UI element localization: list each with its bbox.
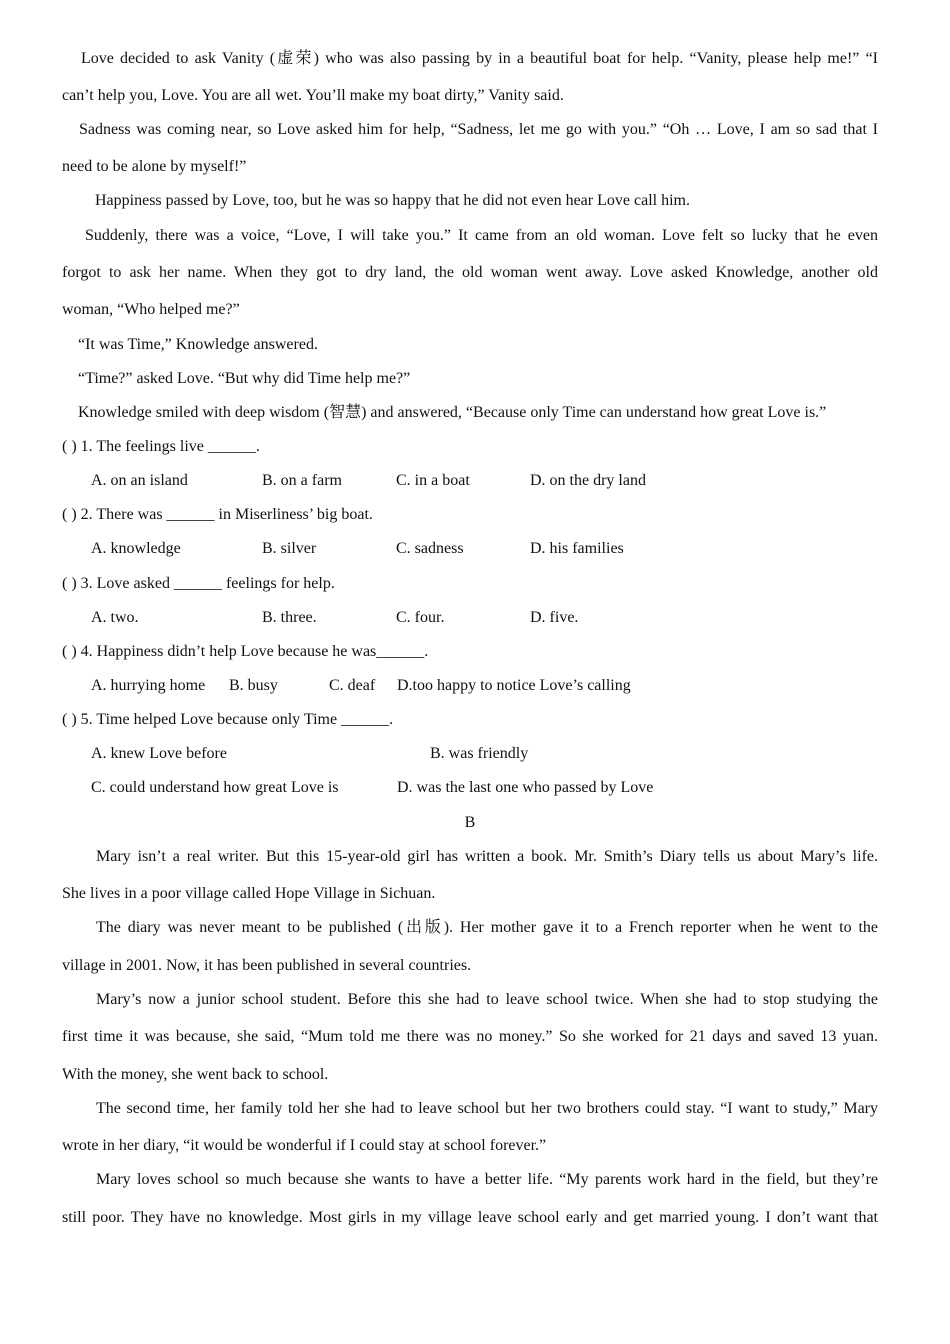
paragraph-line: Knowledge smiled with deep wisdom (智慧) and answered, “Because only Time can understand how great Love is.” (78, 404, 827, 421)
paragraph-line: village in 2001. Now, it has been published in several countries. (62, 957, 472, 974)
paragraph-line: forgot to ask her name. When they got to dry land, the old woman went away. Love asked Knowledge, another old (62, 264, 878, 281)
paragraph-line: The second time, her family told her she had to leave school but her two brothers could stay. “I want to study,” Mary (96, 1100, 878, 1117)
paragraph-line: wrote in her diary, “it would be wonderful if I could stay at school forever.” (62, 1137, 547, 1154)
paragraph-line: “Time?” asked Love. “But why did Time help me?” (78, 370, 411, 387)
option-d: D. on the dry land (530, 472, 646, 489)
option-c: C. deaf (329, 677, 376, 694)
paragraph-line: With the money, she went back to school. (62, 1066, 329, 1083)
option-b: B. three. (262, 609, 317, 626)
option-a: A. hurrying home (91, 677, 206, 694)
paragraph-line: still poor. They have no knowledge. Most girls in my village leave school early and get married young. I don’t want that (62, 1209, 878, 1226)
question-stem: ( ) 3. Love asked ______ feelings for help. (62, 575, 335, 592)
option-b: B. was friendly (430, 745, 529, 762)
paragraph-line: The diary was never meant to be published (出版). Her mother gave it to a French reporter when he went to the (96, 919, 878, 936)
option-a: A. on an island (91, 472, 188, 489)
paragraph-line: She lives in a poor village called Hope Village in Sichuan. (62, 885, 436, 902)
option-c: C. in a boat (396, 472, 470, 489)
option-d: D. his families (530, 540, 624, 557)
option-c: C. four. (396, 609, 445, 626)
option-d: D. was the last one who passed by Love (397, 779, 654, 796)
paragraph-line: can’t help you, Love. You are all wet. You’ll make my boat dirty,” Vanity said. (62, 87, 564, 104)
option-d: D.too happy to notice Love’s calling (397, 677, 631, 694)
option-a: A. knew Love before (91, 745, 227, 762)
option-c: C. could understand how great Love is (91, 779, 339, 796)
paragraph-line: Sadness was coming near, so Love asked him for help, “Sadness, let me go with you.” “Oh … Love, I am so sad that I (79, 121, 878, 138)
paragraph-line: woman, “Who helped me?” (62, 301, 240, 318)
question-stem: ( ) 2. There was ______ in Miserliness’ big boat. (62, 506, 373, 523)
option-a: A. two. (91, 609, 139, 626)
question-stem: ( ) 5. Time helped Love because only Time ______. (62, 711, 394, 728)
paragraph-line: Happiness passed by Love, too, but he was so happy that he did not even hear Love call him. (95, 192, 690, 209)
section-heading: B (464, 814, 476, 831)
option-c: C. sadness (396, 540, 464, 557)
option-b: B. busy (229, 677, 278, 694)
paragraph-line: first time it was because, she said, “Mum told me there was no money.” So she worked for 21 days and saved 13 yuan. (62, 1028, 878, 1045)
paragraph-line: Mary loves school so much because she wants to have a better life. “My parents work hard in the field, but they’re (96, 1171, 878, 1188)
question-stem: ( ) 4. Happiness didn’t help Love because he was______. (62, 643, 429, 660)
option-a: A. knowledge (91, 540, 181, 557)
option-d: D. five. (530, 609, 579, 626)
paragraph-line: Mary’s now a junior school student. Before this she had to leave school twice. When she had to stop studying the (96, 991, 878, 1008)
paragraph-line: Mary isn’t a real writer. But this 15-year-old girl has written a book. Mr. Smith’s Diary tells us about Mary’s life. (96, 848, 878, 865)
paragraph-line: Suddenly, there was a voice, “Love, I will take you.” It came from an old woman. Love felt so lucky that he even (85, 227, 878, 244)
paragraph-line: Love decided to ask Vanity (虚荣) who was also passing by in a beautiful boat for help. “Vanity, please help me!” “I (81, 50, 878, 67)
option-b: B. on a farm (262, 472, 342, 489)
paragraph-line: need to be alone by myself!” (62, 158, 247, 175)
question-stem: ( ) 1. The feelings live ______. (62, 438, 260, 455)
option-b: B. silver (262, 540, 317, 557)
paragraph-line: “It was Time,” Knowledge answered. (78, 336, 318, 353)
